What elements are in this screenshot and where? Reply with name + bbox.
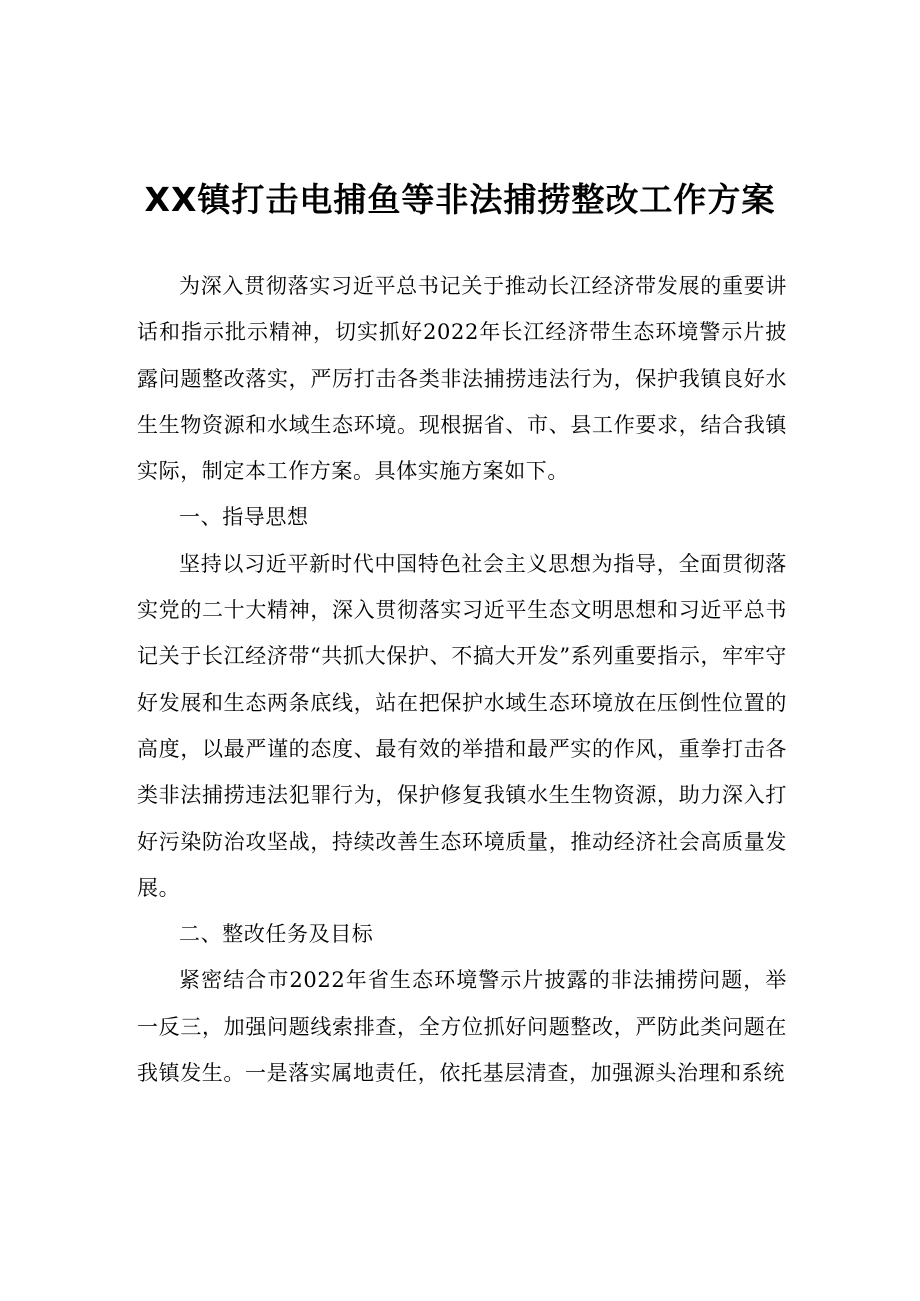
tasks-goals-paragraph: 紧密结合市2022年省生态环境警示片披露的非法捕捞问题，举一反三，加强问题线索排查，全方位抓好问题整改，严防此类问题在我镇发生。一是落实属地责任，依托基层清查，加强源头治理和系统: [137, 968, 787, 1086]
section-heading-guiding-thought: 一、指导思想: [179, 505, 309, 530]
guiding-thought-paragraph: 坚持以习近平新时代中国特色社会主义思想为指导，全面贯彻落实党的二十大精神，深入贯彻落实习近平生态文明思想和习近平总书记关于长江经济带“共抓大保护、不搞大开发”系列重要指示，牢牢守好发展和生态两条底线，站在把保护水域生态环境放在压倒性位置的高度，以最严谨的态度、最有效的举措和最严实的作风，重拳打击各类非法捕捞违法犯罪行为，保护修复我镇水生生物资源，助力深入打好污染防治攻坚战，持续改善生态环境质量，推动经济社会高质量发展。: [137, 551, 787, 900]
section-heading-tasks-goals: 二、整改任务及目标: [179, 922, 374, 947]
intro-paragraph: 为深入贯彻落实习近平总书记关于推动长江经济带发展的重要讲话和指示批示精神，切实抓好2022年长江经济带生态环境警示片披露问题整改落实，严厉打击各类非法捕捞违法行为，保护我镇良好水生生物资源和水域生态环境。现根据省、市、县工作要求，结合我镇实际，制定本工作方案。具体实施方案如下。: [137, 274, 787, 484]
document-title: XX镇打击电捕鱼等非法捕捞整改工作方案: [144, 180, 776, 219]
document-body: [137, 263, 787, 1096]
